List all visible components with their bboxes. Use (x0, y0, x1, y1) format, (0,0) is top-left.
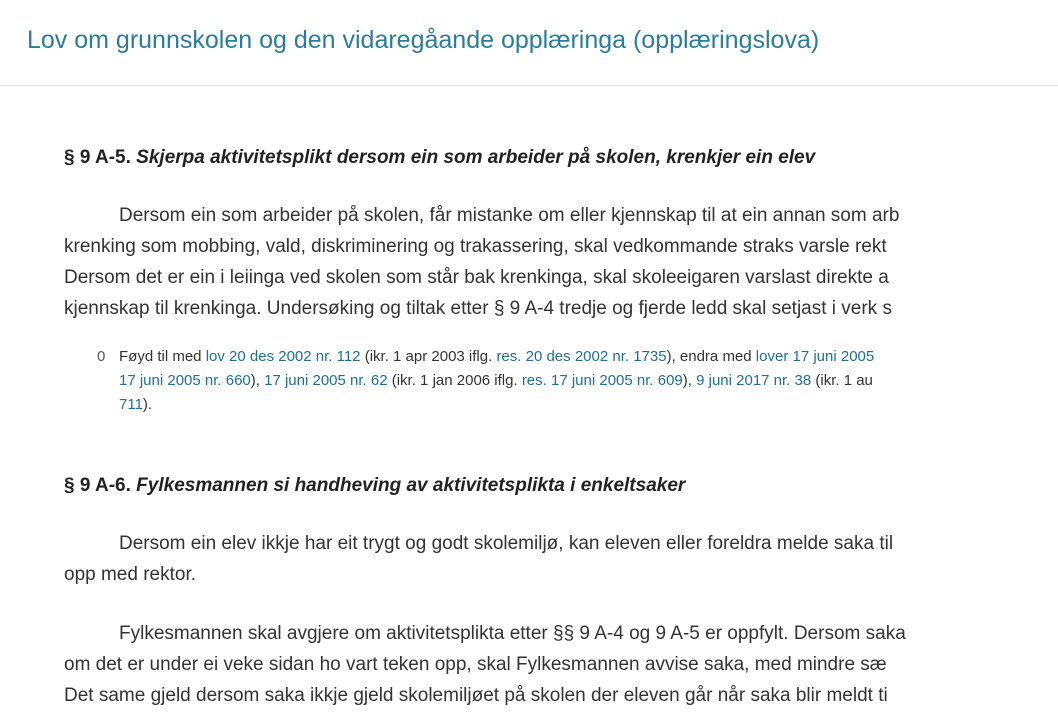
resolution-link[interactable]: res. 17 juni 2005 nr. 609 (521, 372, 683, 389)
law-link[interactable]: lov 20 des 2002 nr. 112 (205, 348, 361, 365)
section-paragraph (64, 528, 893, 590)
footnote-marker: 0 (97, 348, 106, 365)
section-number: § 9 A-5. (64, 147, 131, 168)
paragraph-line: Dersom det er ein i leiinga ved skolen som står bak krenkinga, skal skoleeigaren varslast direkte a (64, 267, 889, 288)
page-header (0, 0, 1058, 86)
resolution-link[interactable]: res. 20 des 2002 nr. 1735 (496, 348, 667, 365)
paragraph-line: om det er under ei veke sidan ho vart teken opp, skal Fylkesmannen avvise saka, med mindre sæ (64, 654, 887, 675)
section-title: Fylkesmannen si handheving av aktivitetsplikta i enkeltsaker (136, 475, 686, 496)
footnote-line (119, 369, 874, 393)
footnote-line (119, 345, 874, 369)
footnote-text: (ikr. 1 au (811, 372, 873, 389)
footnote-text: ), endra med (666, 348, 756, 365)
paragraph-line: krenking som mobbing, vald, diskriminering og trakassering, skal vedkommande straks varsle rekt (64, 236, 887, 257)
footnote-text: ). (142, 396, 153, 413)
law-link[interactable]: 17 juni 2005 nr. 660 (119, 372, 251, 389)
section-paragraph (64, 618, 906, 711)
paragraph-line: opp med rektor. (64, 564, 197, 585)
footnote-line (119, 393, 874, 417)
law-content (0, 87, 1058, 723)
paragraph-line: Dersom ein elev ikkje har eit trygt og godt skolemiljø, kan eleven eller foreldra melde saka til (119, 533, 894, 554)
footnote-text: Føyd til med (119, 348, 206, 365)
section-title: Skjerpa aktivitetsplikt dersom ein som arbeider på skolen, krenkjer ein elev (136, 147, 816, 168)
footnote-text: (ikr. 1 apr 2003 iflg. (360, 348, 497, 365)
paragraph-line: Dersom ein som arbeider på skolen, får mistanke om eller kjennskap til at ein annan som arb (119, 205, 900, 226)
footnote-text: (ikr. 1 jan 2006 iflg. (387, 372, 522, 389)
section-paragraph (64, 200, 899, 324)
paragraph-line: kjennskap til krenkinga. Undersøking og tiltak etter § 9 A-4 tredje og fjerde ledd skal setjast i verk s (64, 298, 892, 319)
law-link[interactable]: 9 juni 2017 nr. 38 (696, 372, 812, 389)
paragraph-line: Det same gjeld dersom saka ikkje gjeld skolemiljøet på skolen der eleven går når saka blir meldt ti (64, 685, 888, 706)
law-link[interactable]: 17 juni 2005 nr. 62 (264, 372, 388, 389)
footnote-text: ), (682, 372, 697, 389)
resolution-link[interactable]: 711 (119, 396, 143, 413)
law-link[interactable]: lover 17 juni 2005 (755, 348, 875, 365)
section-number: § 9 A-6. (64, 475, 131, 496)
paragraph-line: Fylkesmannen skal avgjere om aktivitetsplikta etter §§ 9 A-4 og 9 A-5 er oppfylt. Dersom saka (119, 623, 906, 644)
section-heading-9a5 (64, 147, 815, 169)
section-heading-9a6 (64, 475, 685, 497)
footnote-text: ), (250, 372, 265, 389)
amendment-footnote (97, 345, 875, 417)
law-title: Lov om grunnskolen og den vidaregåande opplæringa (opplæringslova) (27, 26, 820, 54)
